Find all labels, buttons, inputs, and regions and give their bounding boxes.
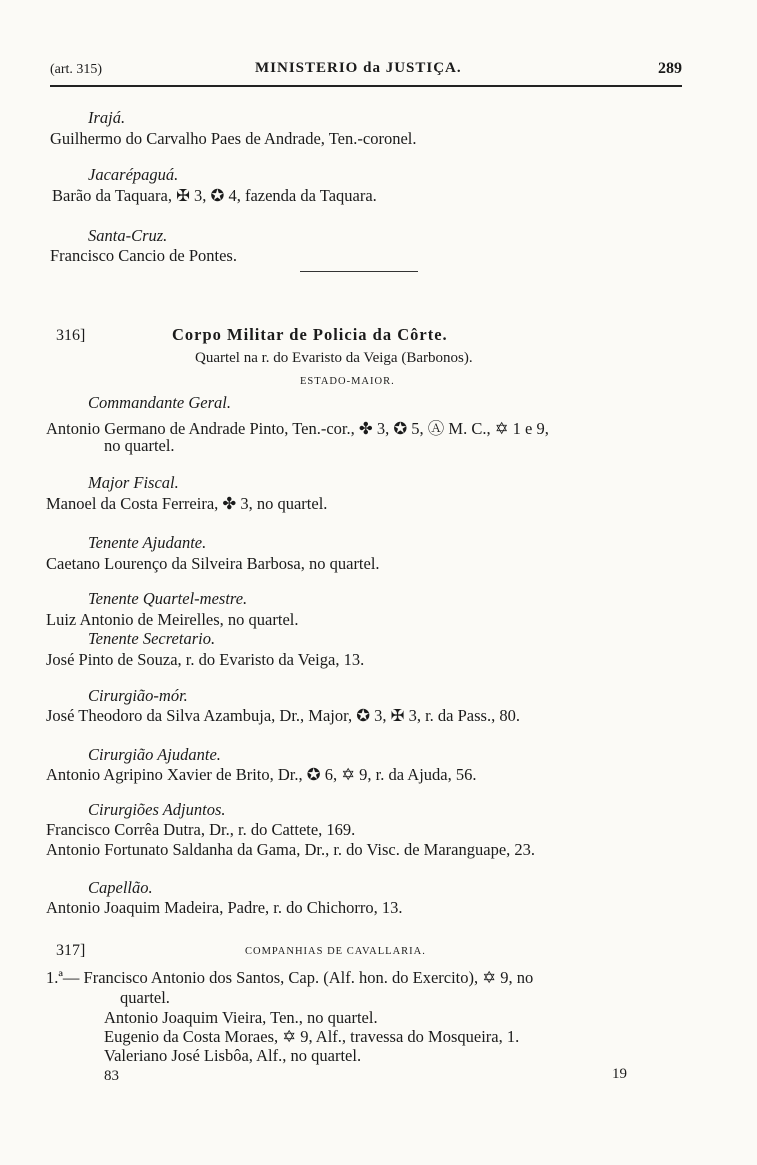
entry-line: Guilhermo do Carvalho Paes de Andrade, Ten.-coronel. <box>50 129 417 148</box>
section-subtitle-316: Quartel na r. do Evaristo da Veiga (Barbonos). <box>195 350 473 366</box>
section-title-317: COMPANHIAS DE CAVALLARIA. <box>245 946 426 957</box>
header-ministry-title: MINISTERIO da JUSTIÇA. <box>255 60 462 76</box>
district-heading-iraja: Irajá. <box>88 108 126 127</box>
header-rule <box>50 85 682 87</box>
entry-line: Barão da Taquara, ✠ 3, ✪ 4, fazenda da Taquara. <box>52 186 377 205</box>
entry-line: Antonio Fortunato Saldanha da Gama, Dr., r. do Visc. de Maranguape, 23. <box>46 840 536 859</box>
entry-line: Caetano Lourenço da Silveira Barbosa, no quartel. <box>46 554 380 573</box>
entry-line: José Theodoro da Silva Azambuja, Dr., Major, ✪ 3, ✠ 3, r. da Pass., 80. <box>46 706 520 725</box>
role-heading: Tenente Ajudante. <box>88 533 207 552</box>
entry-line-continued: quartel. <box>120 988 170 1007</box>
entry-line: José Pinto de Souza, r. do Evaristo da Veiga, 13. <box>46 650 365 669</box>
entry-line: Antonio Germano de Andrade Pinto, Ten.-cor., ✤ 3, ✪ 5, Ⓐ M. C., ✡ 1 e 9, <box>46 419 549 438</box>
entry-line: Valeriano José Lisbôa, Alf., no quartel. <box>104 1046 362 1065</box>
role-heading: Commandante Geral. <box>88 393 231 412</box>
entry-line: Manoel da Costa Ferreira, ✤ 3, no quartel. <box>46 494 328 513</box>
role-heading: Cirurgiões Adjuntos. <box>88 800 226 819</box>
role-heading: Tenente Secretario. <box>88 629 216 648</box>
entry-line: Francisco Corrêa Dutra, Dr., r. do Cattete, 169. <box>46 820 356 839</box>
district-heading-jacarepagua: Jacarépaguá. <box>88 165 179 184</box>
entry-line: Luiz Antonio de Meirelles, no quartel. <box>46 610 299 629</box>
section-number-316: 316] <box>56 327 86 344</box>
role-heading: Cirurgião Ajudante. <box>88 745 221 764</box>
footer-signature-right: 19 <box>612 1066 627 1082</box>
entry-line: Antonio Agripino Xavier de Brito, Dr., ✪ 6, ✡ 9, r. da Ajuda, 56. <box>46 765 477 784</box>
section-divider <box>300 271 418 272</box>
entry-line: 1.ª— Francisco Antonio dos Santos, Cap. (Alf. hon. do Exercito), ✡ 9, no <box>46 968 534 987</box>
entry-line-continued: no quartel. <box>104 436 175 455</box>
header-page-number: 289 <box>658 60 682 77</box>
section-number-317: 317] <box>56 942 86 959</box>
district-heading-santa-cruz: Santa-Cruz. <box>88 226 168 245</box>
role-heading: Cirurgião-mór. <box>88 686 188 705</box>
footer-signature-left: 83 <box>104 1068 119 1084</box>
role-heading: Capellão. <box>88 878 153 897</box>
header-article-ref: (art. 315) <box>50 62 103 77</box>
section-staff-heading: ESTADO-MAIOR. <box>300 376 395 387</box>
entry-line: Antonio Joaquim Madeira, Padre, r. do Chichorro, 13. <box>46 898 403 917</box>
entry-line: Francisco Cancio de Pontes. <box>50 246 237 265</box>
running-header <box>50 60 682 82</box>
role-heading: Major Fiscal. <box>88 473 179 492</box>
entry-line: Antonio Joaquim Vieira, Ten., no quartel. <box>104 1008 378 1027</box>
section-title-316: Corpo Militar de Policia da Côrte. <box>172 325 448 344</box>
entry-line: Eugenio da Costa Moraes, ✡ 9, Alf., travessa do Mosqueira, 1. <box>104 1027 520 1046</box>
role-heading: Tenente Quartel-mestre. <box>88 589 248 608</box>
